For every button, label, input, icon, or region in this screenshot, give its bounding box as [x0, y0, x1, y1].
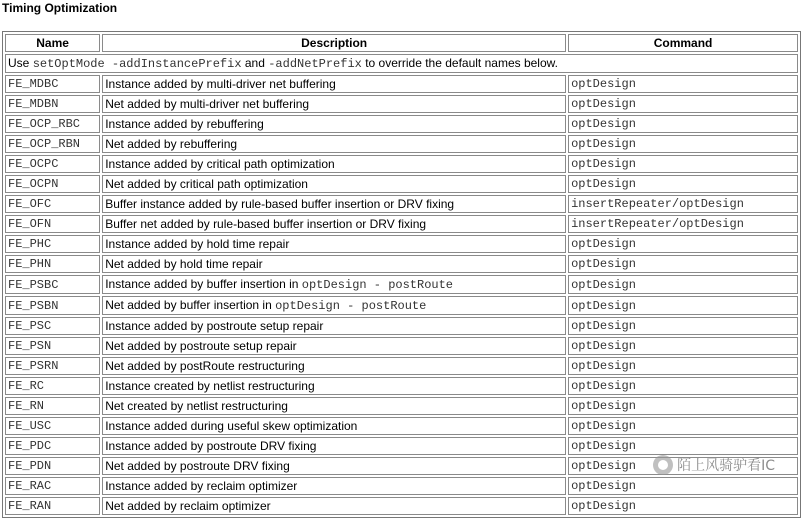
cell-name: FE_RC: [5, 377, 100, 395]
cell-description: [102, 457, 566, 475]
cell-description: [102, 477, 566, 495]
cell-name: FE_OFC: [5, 195, 100, 213]
cell-description: [102, 317, 566, 335]
note-pre: Use: [8, 56, 33, 70]
cell-description: [102, 115, 566, 133]
description-text: Buffer net added by rule-based buffer insertion or DRV fixing: [105, 217, 427, 231]
note-command-1: setOptMode -addInstancePrefix: [32, 57, 242, 71]
cell-description: [102, 155, 566, 173]
cell-name: FE_RAN: [5, 497, 100, 515]
cell-name: FE_OCP_RBN: [5, 135, 100, 153]
cell-description: [102, 275, 566, 294]
table-row: [5, 377, 798, 395]
description-text: Instance added by critical path optimization: [105, 157, 335, 171]
note-post: to override the default names below.: [361, 56, 558, 70]
watermark: [653, 455, 775, 475]
cell-command: optDesign: [568, 255, 798, 273]
cell-name: FE_PHC: [5, 235, 100, 253]
description-code: optDesign - postRoute: [275, 299, 427, 313]
cell-command: optDesign: [568, 417, 798, 435]
description-text: Instance added by rebuffering: [105, 117, 264, 131]
cell-name: FE_PDN: [5, 457, 100, 475]
description-text: Net added by critical path optimization: [105, 177, 308, 191]
cell-name: FE_MDBC: [5, 75, 100, 93]
cell-name: FE_USC: [5, 417, 100, 435]
cell-name: FE_OCPN: [5, 175, 100, 193]
description-text: Instance added by hold time repair: [105, 237, 290, 251]
description-text: Net added by postRoute restructuring: [105, 359, 305, 373]
cell-description: [102, 75, 566, 93]
cell-command: insertRepeater/optDesign: [568, 195, 798, 213]
cell-description: [102, 357, 566, 375]
header-description: Description: [102, 34, 566, 52]
cell-description: [102, 255, 566, 273]
table-row: [5, 235, 798, 253]
table-row: [5, 115, 798, 133]
cell-command: optDesign: [568, 377, 798, 395]
description-text: Net added by buffer insertion in: [105, 298, 276, 312]
cell-description: [102, 296, 566, 315]
cell-name: FE_OCPC: [5, 155, 100, 173]
cell-command: optDesign: [568, 437, 798, 455]
table-row: [5, 135, 798, 153]
description-text: Instance added during useful skew optimization: [105, 419, 358, 433]
cell-command: optDesign: [568, 457, 798, 475]
cell-description: [102, 377, 566, 395]
note-command-2: -addNetPrefix: [268, 57, 362, 71]
description-text: Instance created by netlist restructuring: [105, 379, 315, 393]
cell-command: optDesign: [568, 497, 798, 515]
description-text: Net added by multi-driver net buffering: [105, 97, 310, 111]
description-text: Net added by rebuffering: [105, 137, 238, 151]
naming-table: [2, 31, 801, 518]
cell-command: optDesign: [568, 275, 798, 294]
table-row: [5, 155, 798, 173]
cell-name: FE_MDBN: [5, 95, 100, 113]
description-text: Instance added by buffer insertion in: [105, 277, 302, 291]
table-row: [5, 497, 798, 515]
table-row: [5, 397, 798, 415]
cell-name: FE_PSC: [5, 317, 100, 335]
table-row: [5, 175, 798, 193]
cell-name: FE_PDC: [5, 437, 100, 455]
cell-name: FE_RN: [5, 397, 100, 415]
description-text: Net added by reclaim optimizer: [105, 499, 271, 513]
header-row: [5, 34, 798, 52]
cell-description: [102, 135, 566, 153]
cell-command: optDesign: [568, 95, 798, 113]
description-text: Buffer instance added by rule-based buffer insertion or DRV fixing: [105, 197, 455, 211]
cell-command: optDesign: [568, 175, 798, 193]
table-row: [5, 296, 798, 315]
table-row: [5, 477, 798, 495]
table-row: [5, 215, 798, 233]
description-text: Instance added by multi-driver net buffering: [105, 77, 336, 91]
note-mid: and: [241, 56, 269, 70]
cell-command: optDesign: [568, 317, 798, 335]
cell-command: optDesign: [568, 235, 798, 253]
table-row: [5, 95, 798, 113]
cell-description: [102, 175, 566, 193]
wechat-icon: [653, 455, 673, 475]
cell-command: optDesign: [568, 155, 798, 173]
header-name: Name: [5, 34, 100, 52]
cell-name: FE_PHN: [5, 255, 100, 273]
description-text: Instance added by postroute setup repair: [105, 319, 324, 333]
table-row: [5, 437, 798, 455]
cell-name: FE_PSN: [5, 337, 100, 355]
cell-command: optDesign: [568, 296, 798, 315]
description-text: Net added by postroute setup repair: [105, 339, 297, 353]
header-command: Command: [568, 34, 798, 52]
note-row: [5, 54, 798, 73]
description-text: Net created by netlist restructuring: [105, 399, 288, 413]
page-title: Timing Optimization: [2, 1, 118, 15]
cell-name: FE_PSBN: [5, 296, 100, 315]
cell-description: [102, 195, 566, 213]
table-row: [5, 255, 798, 273]
cell-command: optDesign: [568, 477, 798, 495]
cell-command: optDesign: [568, 357, 798, 375]
description-text: Net added by postroute DRV fixing: [105, 459, 290, 473]
watermark-text: 陌上风骑驴看IC: [677, 458, 775, 474]
cell-name: FE_PSRN: [5, 357, 100, 375]
cell-command: optDesign: [568, 75, 798, 93]
note-cell: [5, 54, 798, 73]
cell-command: optDesign: [568, 337, 798, 355]
cell-description: [102, 215, 566, 233]
cell-description: [102, 95, 566, 113]
table-row: [5, 317, 798, 335]
description-text: Net added by hold time repair: [105, 257, 263, 271]
table-row: [5, 195, 798, 213]
cell-description: [102, 337, 566, 355]
cell-command: insertRepeater/optDesign: [568, 215, 798, 233]
cell-description: [102, 417, 566, 435]
cell-description: [102, 497, 566, 515]
table-row: [5, 417, 798, 435]
cell-name: FE_RAC: [5, 477, 100, 495]
cell-command: optDesign: [568, 397, 798, 415]
cell-name: FE_OFN: [5, 215, 100, 233]
cell-description: [102, 235, 566, 253]
description-text: Instance added by postroute DRV fixing: [105, 439, 317, 453]
table-row: [5, 75, 798, 93]
table-row: [5, 275, 798, 294]
cell-name: FE_OCP_RBC: [5, 115, 100, 133]
cell-command: optDesign: [568, 135, 798, 153]
cell-description: [102, 397, 566, 415]
description-code: optDesign - postRoute: [301, 278, 454, 292]
cell-description: [102, 437, 566, 455]
table-row: [5, 357, 798, 375]
cell-name: FE_PSBC: [5, 275, 100, 294]
description-text: Instance added by reclaim optimizer: [105, 479, 298, 493]
cell-command: optDesign: [568, 115, 798, 133]
table-row: [5, 337, 798, 355]
